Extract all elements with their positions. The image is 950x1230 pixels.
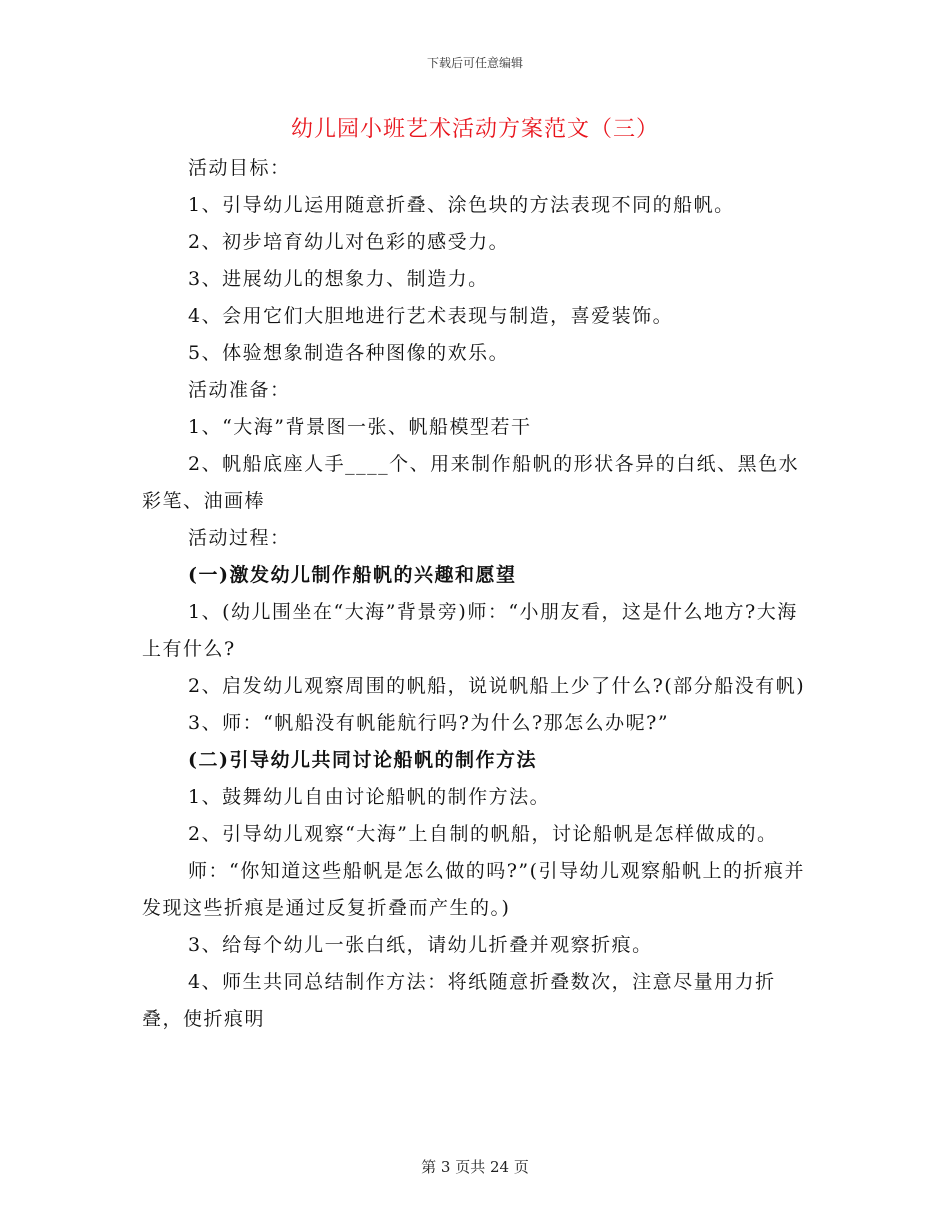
body-paragraph: 3、师：“帆船没有帆能航行吗?为什么?那怎么办呢?” [188, 712, 670, 734]
body-paragraph: 4、会用它们大胆地进行艺术表现与制造，喜爱装饰。 [188, 305, 674, 327]
body-paragraph: 活动目标： [188, 157, 291, 179]
body-paragraph: 活动过程： [188, 527, 291, 549]
section-heading: (二)引导幼儿共同讨论船帆的制作方法 [188, 749, 537, 771]
body-paragraph: 3、进展幼儿的想象力、制造力。 [188, 268, 489, 290]
body-paragraph: 2、帆船底座人手____个、用来制作船帆的形状各异的白纸、黑色水彩笔、油画棒 [142, 453, 800, 512]
body-paragraph: 1、引导幼儿运用随意折叠、涂色块的方法表现不同的船帆。 [188, 194, 735, 216]
document-body [142, 150, 812, 1038]
body-paragraph: 2、引导幼儿观察“大海”上自制的帆船，讨论船帆是怎样做成的。 [188, 823, 778, 845]
body-paragraph: 2、初步培育幼儿对色彩的感受力。 [188, 231, 510, 253]
body-paragraph: 1、(幼儿围坐在“大海”背景旁)师：“小朋友看，这是什么地方?大海上有什么? [142, 601, 798, 660]
page-header-note: 下载后可任意编辑 [426, 56, 523, 70]
body-paragraph: 1、“大海”背景图一张、帆船模型若干 [188, 416, 532, 438]
body-paragraph: 5、体验想象制造各种图像的欢乐。 [188, 342, 510, 364]
body-paragraph: 2、启发幼儿观察周围的帆船，说说帆船上少了什么?(部分船没有帆) [188, 675, 806, 697]
body-paragraph: 3、给每个幼儿一张白纸，请幼儿折叠并观察折痕。 [188, 934, 653, 956]
body-paragraph: 活动准备： [188, 379, 291, 401]
body-paragraph: 1、鼓舞幼儿自由讨论船帆的制作方法。 [188, 786, 551, 808]
body-paragraph: 4、师生共同总结制作方法：将纸随意折叠数次，注意尽量用力折叠，使折痕明 [142, 971, 776, 1030]
body-paragraph: 师：“你知道这些船帆是怎么做的吗?”(引导幼儿观察船帆上的折痕并发现这些折痕是通过反复折叠而产生的。) [142, 860, 806, 919]
document-title: 幼儿园小班艺术活动方案范文（三） [290, 117, 659, 142]
section-heading: (一)激发幼儿制作船帆的兴趣和愿望 [188, 564, 517, 586]
page-footer: 第 3 页共 24 页 [421, 1158, 529, 1176]
